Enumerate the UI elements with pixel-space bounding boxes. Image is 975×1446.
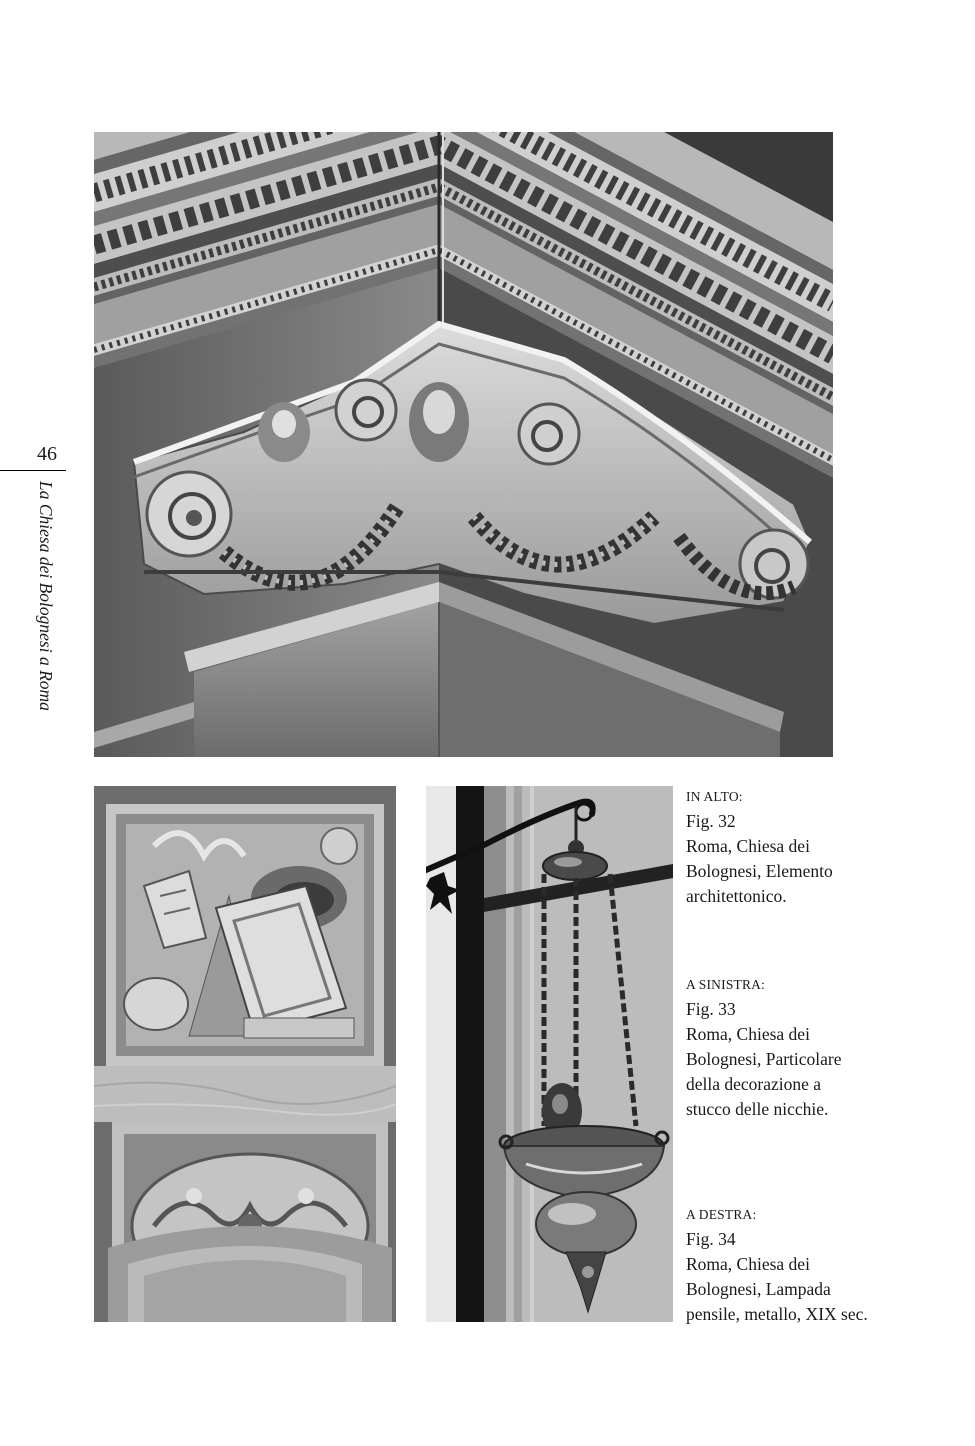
caption-fig-34 — [686, 1203, 966, 1327]
photo-fig-32 — [94, 132, 833, 757]
caption-fig-32 — [686, 785, 966, 909]
caption-line: Bolognesi, Particolare — [686, 1049, 842, 1069]
caption-figure-number: Fig. 34 — [686, 1229, 736, 1249]
caption-line: Bolognesi, Lampada — [686, 1279, 831, 1299]
caption-position-label: A SINISTRA: — [686, 977, 766, 992]
lamp-photo-image — [426, 786, 673, 1322]
caption-figure-number: Fig. 32 — [686, 811, 736, 831]
photo-fig-33 — [94, 786, 396, 1322]
caption-line: stucco delle nicchie. — [686, 1099, 829, 1119]
caption-line: Roma, Chiesa dei — [686, 1254, 810, 1274]
page-number: 46 — [37, 443, 57, 465]
caption-line: Roma, Chiesa dei — [686, 836, 810, 856]
photo-fig-34 — [426, 786, 673, 1322]
caption-line: pensile, metallo, XIX sec. — [686, 1304, 868, 1324]
caption-position-label: A DESTRA: — [686, 1207, 757, 1222]
caption-fig-33 — [686, 973, 966, 1122]
caption-line: architettonico. — [686, 886, 787, 906]
caption-figure-number: Fig. 33 — [686, 999, 736, 1019]
caption-line: Roma, Chiesa dei — [686, 1024, 810, 1044]
margin-rule — [0, 470, 66, 471]
upper-relief-panel — [106, 804, 384, 1066]
running-title: La Chiesa dei Bolognesi a Roma — [36, 481, 56, 711]
caption-position-label: IN ALTO: — [686, 789, 743, 804]
capital-photo-image — [94, 132, 833, 757]
caption-line: della decorazione a — [686, 1074, 822, 1094]
wall-bracket-post — [456, 786, 484, 1322]
niche-photo-image — [94, 786, 396, 1322]
lower-relief-panel — [108, 1122, 392, 1322]
caption-line: Bolognesi, Elemento — [686, 861, 833, 881]
